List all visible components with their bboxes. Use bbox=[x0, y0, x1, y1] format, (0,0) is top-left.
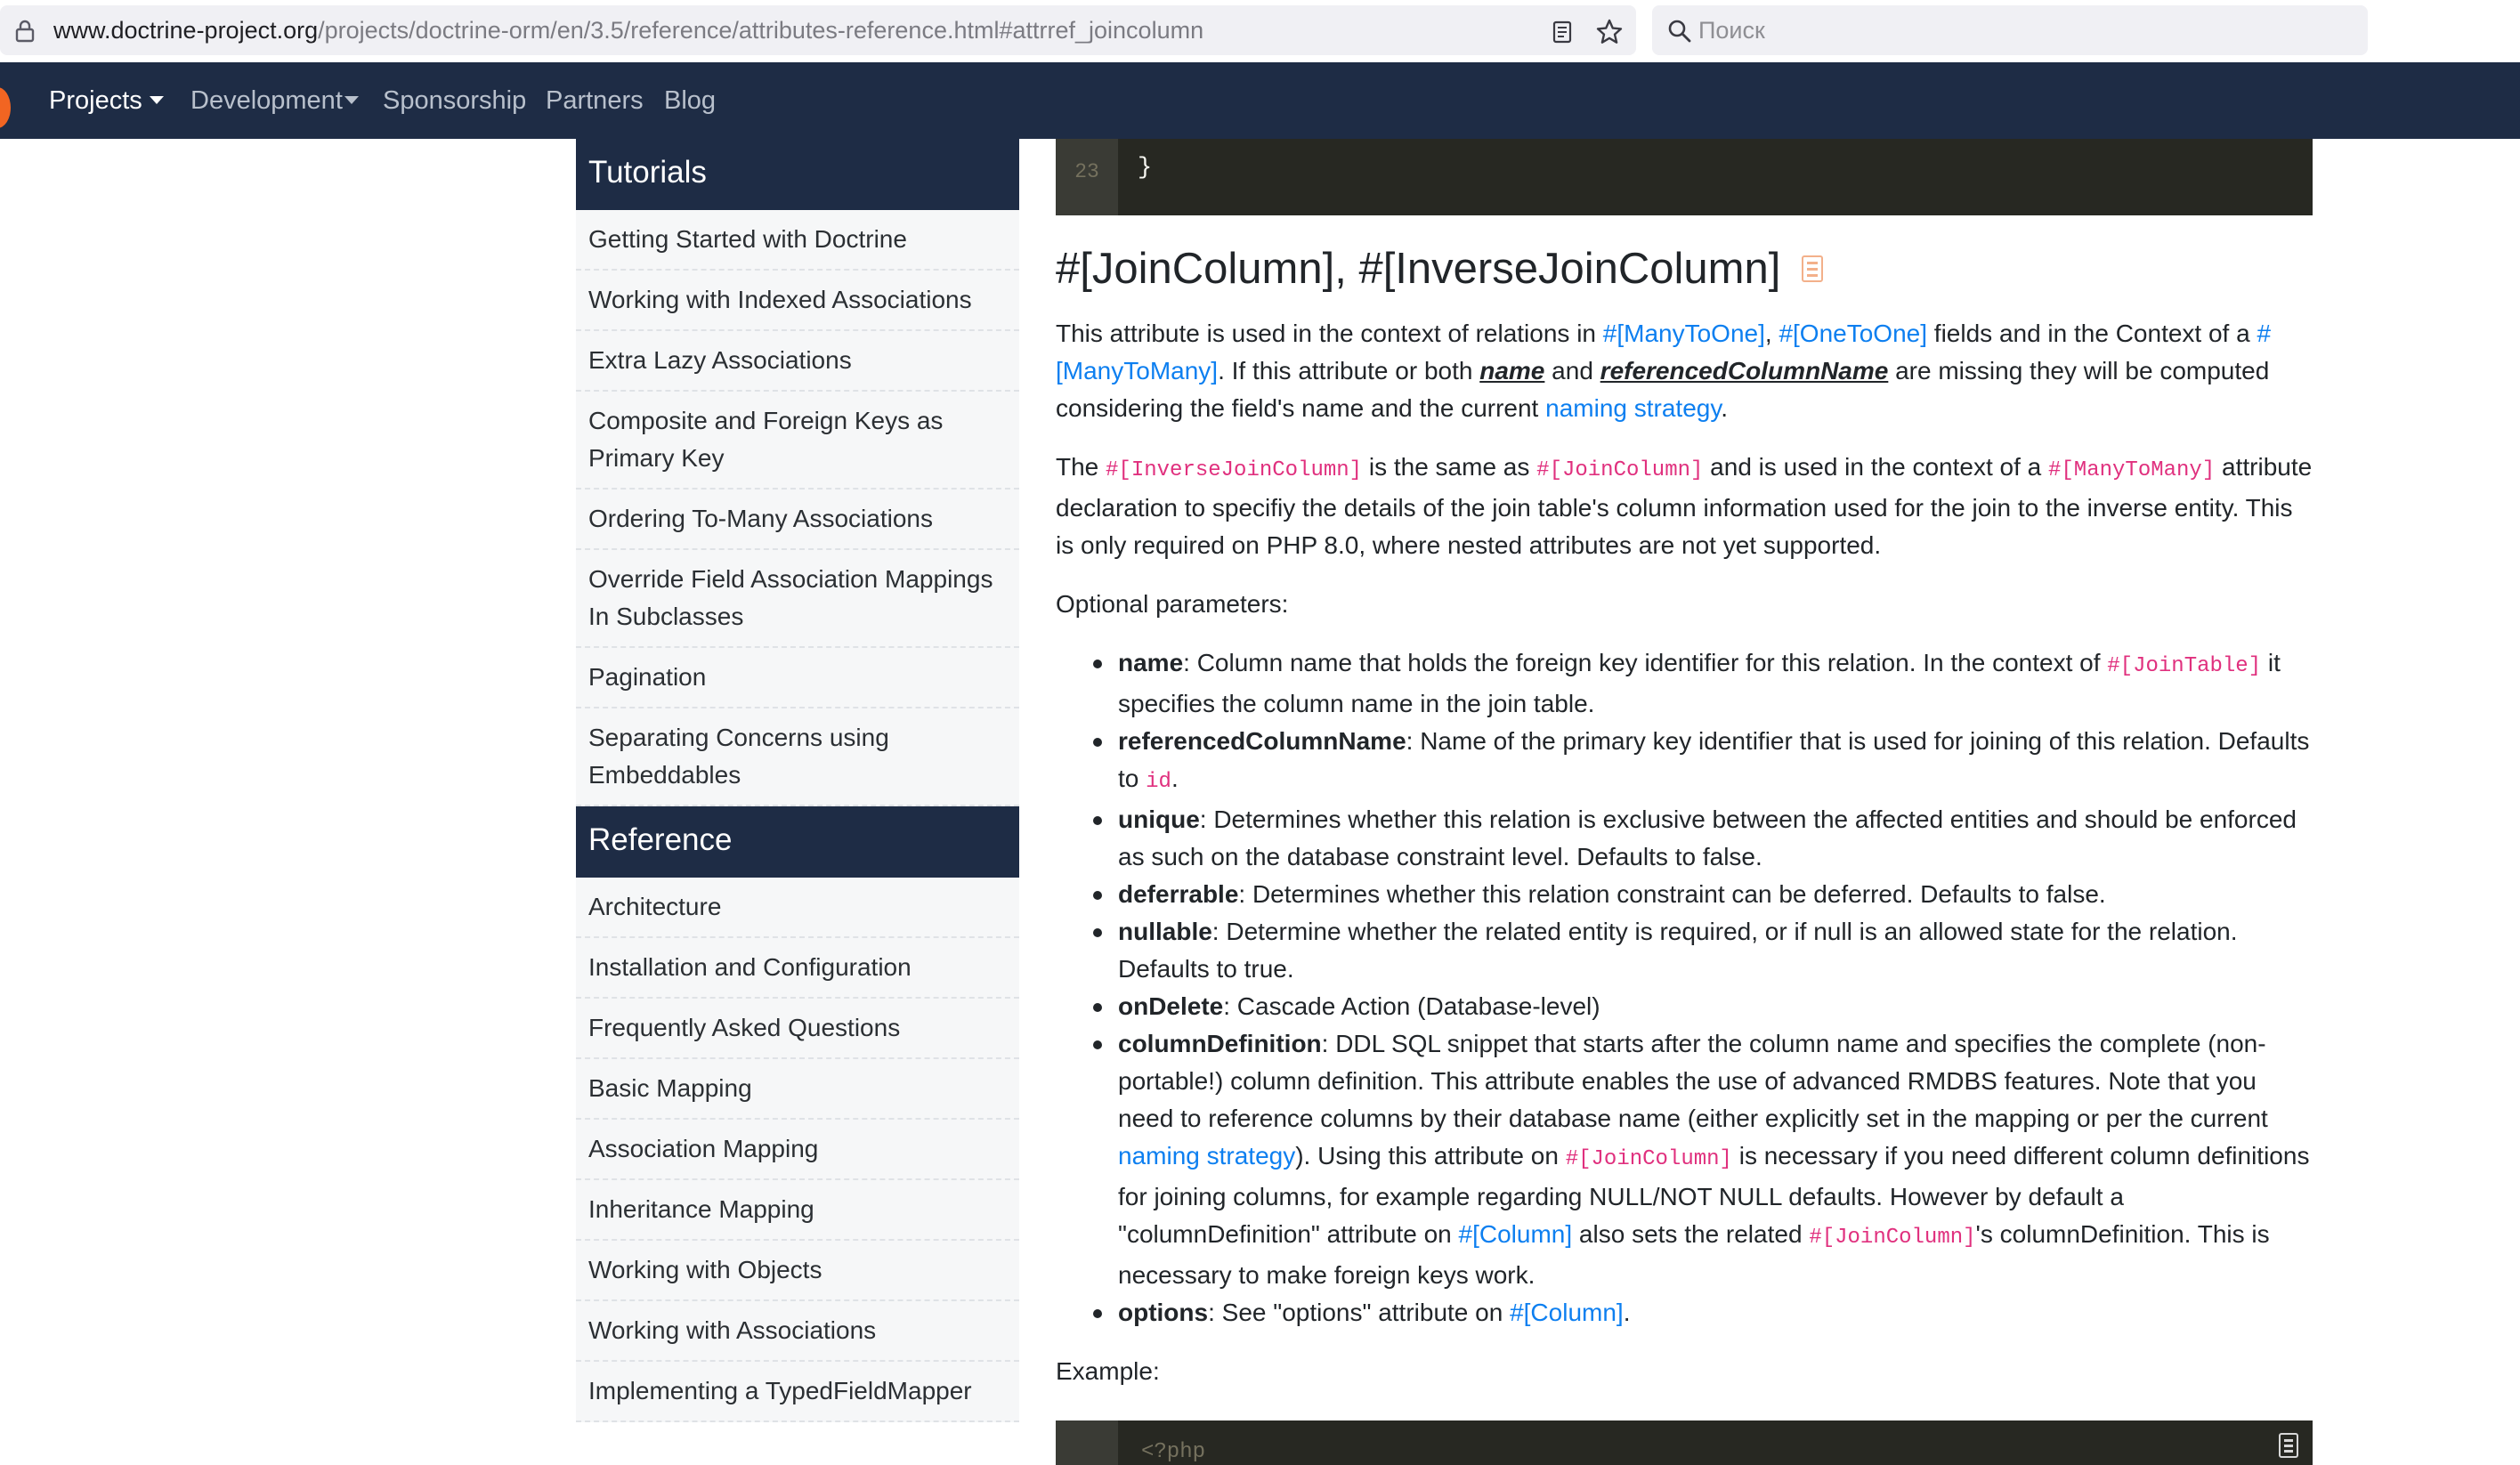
nav-sponsorship[interactable]: Sponsorship bbox=[383, 86, 527, 115]
nav-projects[interactable] bbox=[49, 85, 164, 116]
code-line: } bbox=[1138, 155, 1153, 182]
code-line: <?php bbox=[1141, 1440, 1206, 1464]
text: , bbox=[1764, 320, 1779, 347]
text: : Column name that holds the foreign key identifier for this relation. In the context of bbox=[1183, 649, 2108, 676]
search-input[interactable] bbox=[1698, 14, 2321, 46]
nav-development-label: Development bbox=[190, 86, 343, 115]
list-item bbox=[1118, 644, 2313, 723]
section-heading-text: #[JoinColumn], #[InverseJoinColumn] bbox=[1056, 245, 1781, 293]
sidebar-item-basic-mapping[interactable]: Basic Mapping bbox=[576, 1059, 1019, 1120]
text: : Determines whether this relation constraint can be deferred. Defaults to false. bbox=[1238, 880, 2106, 908]
param-key: nullable bbox=[1118, 918, 1212, 945]
parameter-list bbox=[1056, 644, 2313, 1331]
inline-code: #[JoinColumn] bbox=[1565, 1147, 1732, 1171]
docs-sidebar bbox=[576, 139, 1019, 1422]
emphasis-name: name bbox=[1479, 357, 1545, 384]
nav-partners[interactable]: Partners bbox=[546, 86, 644, 115]
line-number-gutter bbox=[1056, 1420, 1118, 1465]
text: This attribute is used in the context of relations in bbox=[1056, 320, 1603, 347]
sidebar-item-association-mapping[interactable]: Association Mapping bbox=[576, 1120, 1019, 1180]
sidebar-item-ordering[interactable]: Ordering To-Many Associations bbox=[576, 490, 1019, 550]
text: . bbox=[1171, 765, 1179, 792]
copy-code-icon[interactable] bbox=[2279, 1433, 2298, 1458]
nav-projects-label: Projects bbox=[49, 86, 142, 115]
sidebar-item-working-with-associations[interactable]: Working with Associations bbox=[576, 1301, 1019, 1362]
list-item bbox=[1118, 988, 2313, 1025]
sidebar-item-getting-started[interactable]: Getting Started with Doctrine bbox=[576, 210, 1019, 271]
reader-view-icon[interactable] bbox=[1552, 20, 1572, 44]
section-heading bbox=[1056, 242, 2313, 295]
text: . If this attribute or both bbox=[1218, 357, 1480, 384]
bookmark-star-icon[interactable] bbox=[1595, 18, 1624, 46]
text: : See "options" attribute on bbox=[1208, 1299, 1511, 1326]
inline-code: #[ManyToMany] bbox=[2048, 458, 2216, 482]
text: and bbox=[1544, 357, 1600, 384]
list-item bbox=[1118, 1025, 2313, 1294]
link-column[interactable]: #[Column] bbox=[1510, 1299, 1624, 1326]
sidebar-item-pagination[interactable]: Pagination bbox=[576, 648, 1019, 708]
text: : Determines whether this relation is exclusive between the affected entities and should be enforced as such on the database constraint level. Defaults to false. bbox=[1118, 805, 2297, 870]
text: is necessary if you need different column definitions for joining columns, for example regarding NULL/NOT NULL defaults. However by default a "columnDefinition" attribute on bbox=[1118, 1142, 2310, 1248]
text: The bbox=[1056, 453, 1106, 481]
emphasis-referenced-column-name: referencedColumnName bbox=[1600, 357, 1889, 384]
text: . bbox=[1721, 394, 1729, 422]
param-key: deferrable bbox=[1118, 880, 1239, 908]
chevron-down-icon bbox=[150, 96, 164, 104]
browser-toolbar bbox=[0, 0, 2520, 62]
text: ). Using this attribute on bbox=[1295, 1142, 1566, 1170]
sidebar-header-reference: Reference bbox=[576, 806, 1019, 878]
text: attribute declaration to specifiy the details of the join table's column information used for the join to the inverse entity. This is only required on PHP 8.0, where nested attributes are not yet supported. bbox=[1056, 453, 2313, 559]
sidebar-item-faq[interactable]: Frequently Asked Questions bbox=[576, 999, 1019, 1059]
main-content bbox=[1056, 139, 2313, 1390]
text: : DDL SQL snippet that starts after the column name and specifies the complete (non-portable!) column definition. This attribute enables the use of advanced RMDBS features. Note that you need to reference columns by their database name (either explicitly set in the mapping or per the current bbox=[1118, 1030, 2268, 1132]
text: 's columnDefinition. This is necessary to make foreign keys work. bbox=[1118, 1220, 2270, 1289]
text: it specifies the column name in the join table. bbox=[1118, 649, 2281, 717]
doctrine-logo[interactable] bbox=[0, 87, 11, 128]
list-item bbox=[1118, 876, 2313, 913]
text: : Name of the primary key identifier that is used for joining of this relation. Defaults to bbox=[1118, 727, 2310, 792]
list-item bbox=[1118, 723, 2313, 801]
param-key: name bbox=[1118, 649, 1184, 676]
inline-code: #[JoinColumn] bbox=[1809, 1226, 1976, 1250]
nav-blog[interactable]: Blog bbox=[664, 86, 717, 115]
inline-code: #[JoinColumn] bbox=[1536, 458, 1704, 482]
site-navbar bbox=[0, 62, 2520, 139]
sidebar-item-extra-lazy[interactable]: Extra Lazy Associations bbox=[576, 331, 1019, 392]
url-host: www.doctrine-project.org bbox=[53, 17, 319, 44]
sidebar-item-override-mappings[interactable]: Override Field Association Mappings In Subclasses bbox=[576, 550, 1019, 648]
text: and is used in the context of a bbox=[1703, 453, 2048, 481]
url-text[interactable] bbox=[53, 16, 1203, 45]
inverse-paragraph bbox=[1056, 449, 2313, 564]
sidebar-item-embeddables[interactable]: Separating Concerns using Embeddables bbox=[576, 708, 1019, 806]
link-manytoone[interactable]: #[ManyToOne] bbox=[1602, 320, 1765, 347]
optional-parameters-label: Optional parameters: bbox=[1056, 590, 1289, 618]
sidebar-header-tutorials: Tutorials bbox=[576, 139, 1019, 210]
sidebar-item-composite-keys[interactable]: Composite and Foreign Keys as Primary Key bbox=[576, 392, 1019, 490]
sidebar-item-architecture[interactable]: Architecture bbox=[576, 878, 1019, 938]
param-key: referencedColumnName bbox=[1118, 727, 1406, 755]
list-item bbox=[1118, 913, 2313, 988]
chevron-down-icon bbox=[344, 96, 359, 104]
text: are missing they will be computed considering the field's name and the current bbox=[1056, 357, 2270, 422]
lock-icon[interactable] bbox=[14, 20, 36, 43]
link-column[interactable]: #[Column] bbox=[1458, 1220, 1573, 1248]
param-key: columnDefinition bbox=[1118, 1030, 1322, 1057]
link-manytomany[interactable]: #[ManyToMany] bbox=[1056, 320, 2272, 384]
list-item bbox=[1118, 801, 2313, 876]
anchor-link-icon[interactable] bbox=[1802, 255, 1823, 282]
text: fields and in the Context of a bbox=[1927, 320, 2257, 347]
code-block-example bbox=[1056, 1420, 2313, 1465]
line-number: 23 bbox=[1056, 139, 1118, 215]
sidebar-item-indexed-associations[interactable]: Working with Indexed Associations bbox=[576, 271, 1019, 331]
example-label: Example: bbox=[1056, 1357, 1160, 1385]
inline-code: id bbox=[1146, 770, 1171, 794]
intro-paragraph bbox=[1056, 315, 2313, 427]
link-naming-strategy[interactable]: naming strategy bbox=[1118, 1142, 1296, 1170]
nav-development[interactable] bbox=[190, 85, 359, 116]
param-key: options bbox=[1118, 1299, 1209, 1326]
sidebar-item-installation[interactable]: Installation and Configuration bbox=[576, 938, 1019, 999]
param-key: onDelete bbox=[1118, 992, 1224, 1020]
text: is the same as bbox=[1362, 453, 1537, 481]
url-path: /projects/doctrine-orm/en/3.5/reference/attributes-reference.html#attrref_joincolumn bbox=[318, 17, 1204, 44]
text: : Cascade Action (Database-level) bbox=[1223, 992, 1600, 1020]
inline-code: #[JoinTable] bbox=[2107, 654, 2262, 678]
search-icon bbox=[1666, 18, 1693, 45]
param-key: unique bbox=[1118, 805, 1200, 833]
sidebar-item-working-with-objects[interactable]: Working with Objects bbox=[576, 1241, 1019, 1301]
text: also sets the related bbox=[1572, 1220, 1810, 1248]
sidebar-item-typed-field-mapper[interactable]: Implementing a TypedFieldMapper bbox=[576, 1362, 1019, 1422]
link-naming-strategy[interactable]: naming strategy bbox=[1545, 394, 1722, 422]
search-box[interactable] bbox=[1652, 5, 2368, 55]
link-onetoone[interactable]: #[OneToOne] bbox=[1779, 320, 1928, 347]
list-item bbox=[1118, 1294, 2313, 1331]
address-bar[interactable] bbox=[0, 5, 1636, 55]
sidebar-item-inheritance-mapping[interactable]: Inheritance Mapping bbox=[576, 1180, 1019, 1241]
text: . bbox=[1623, 1299, 1631, 1326]
inline-code: #[InverseJoinColumn] bbox=[1106, 458, 1363, 482]
code-block bbox=[1056, 139, 2313, 215]
text: : Determine whether the related entity is required, or if null is an allowed state for the relation. Defaults to true. bbox=[1118, 918, 2238, 983]
